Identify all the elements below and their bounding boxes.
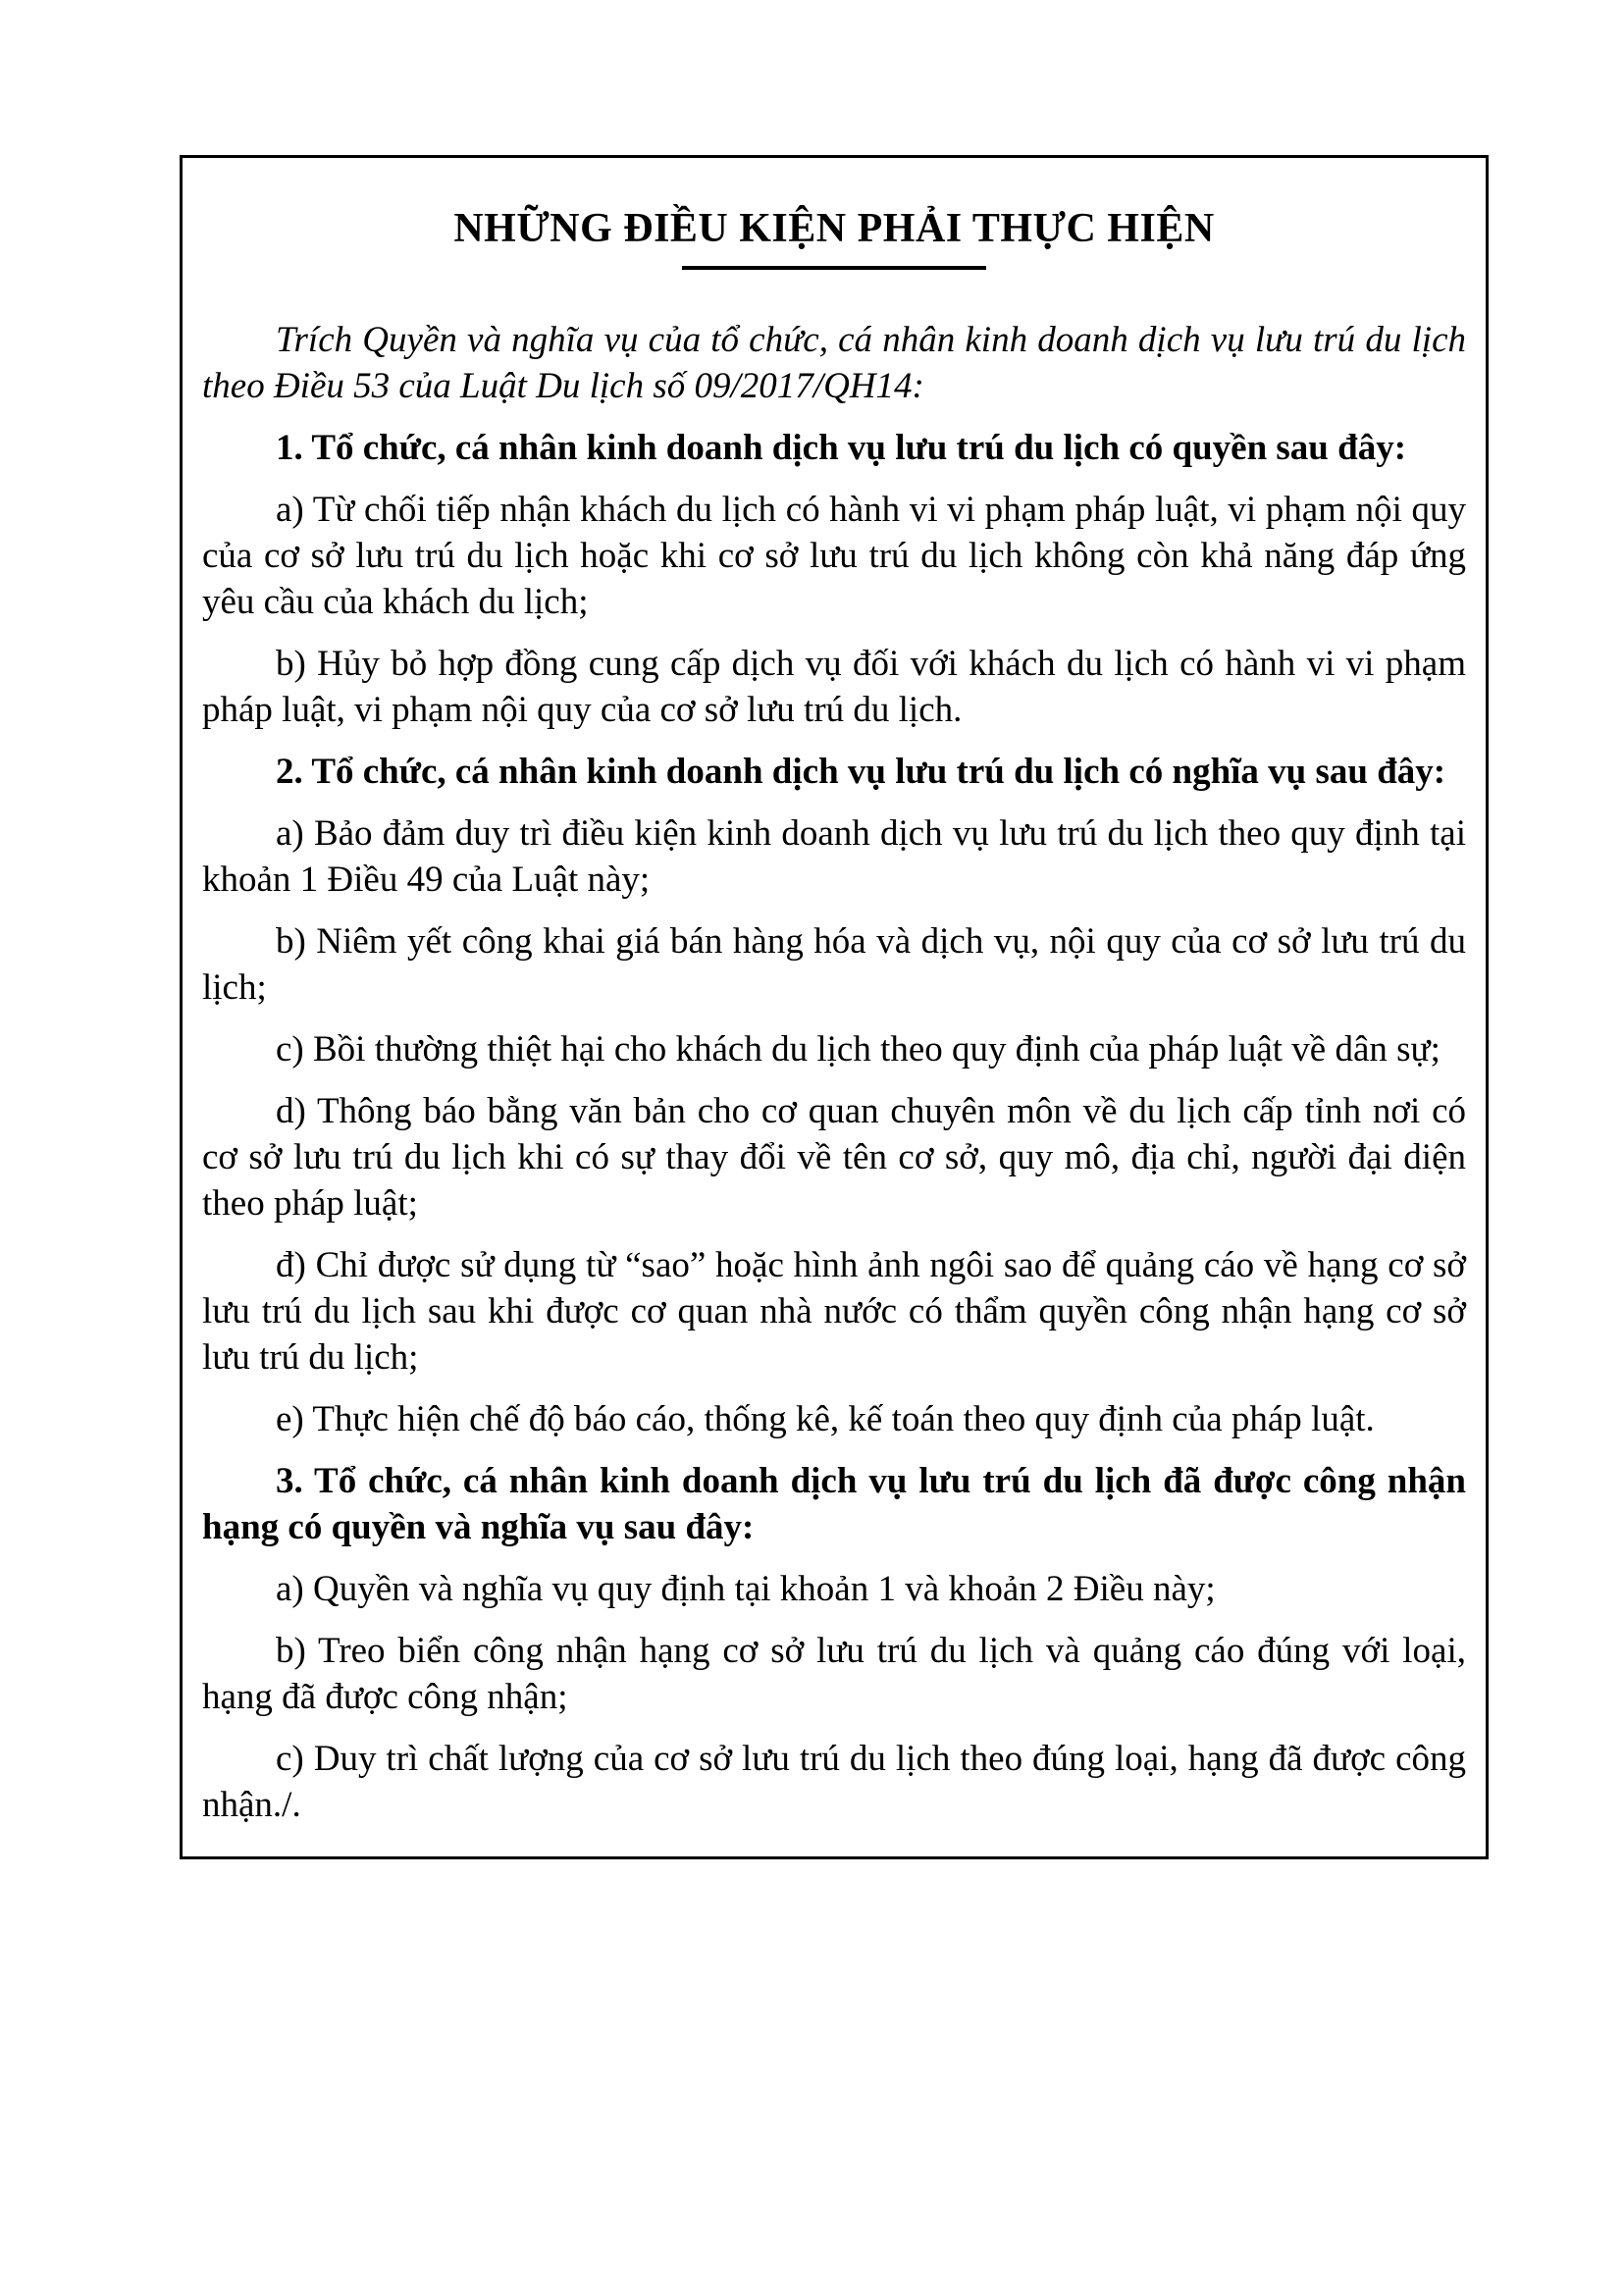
intro-paragraph: Trích Quyền và nghĩa vụ của tổ chức, cá nhân kinh doanh dịch vụ lưu trú du lịch theo Điều 53 của Luật Du lịch số 09/2017/QH14: xyxy=(202,320,1466,407)
section-2-item-dd: đ) Chỉ được sử dụng từ “sao” hoặc hình ảnh ngôi sao để quảng cáo về hạng cơ sở lưu trú du lịch sau khi được cơ quan nhà nước có thẩm quyền công nhận hạng cơ sở lưu trú du lịch; xyxy=(202,1245,1466,1379)
section-3-heading: 3. Tổ chức, cá nhân kinh doanh dịch vụ lưu trú du lịch đã được công nhận hạng có quyền và nghĩa vụ sau đây: xyxy=(202,1461,1466,1548)
section-3-item-b: b) Treo biển công nhận hạng cơ sở lưu trú du lịch và quảng cáo đúng với loại, hạng đã được công nhận; xyxy=(202,1631,1466,1718)
section-2-item-c: c) Bồi thường thiệt hại cho khách du lịch theo quy định của pháp luật về dân sự; xyxy=(276,1029,1441,1070)
section-2-heading: 2. Tổ chức, cá nhân kinh doanh dịch vụ lưu trú du lịch có nghĩa vụ sau đây: xyxy=(276,752,1446,793)
section-2-item-b: b) Niêm yết công khai giá bán hàng hóa và dịch vụ, nội quy của cơ sở lưu trú du lịch; xyxy=(202,921,1466,1009)
section-3-item-a: a) Quyền và nghĩa vụ quy định tại khoản 1 và khoản 2 Điều này; xyxy=(276,1569,1216,1610)
section-2-item-d: d) Thông báo bằng văn bản cho cơ quan chuyên môn về du lịch cấp tỉnh nơi có cơ sở lưu trú du lịch khi có sự thay đổi về tên cơ sở, quy mô, địa chỉ, người đại diện theo pháp luật; xyxy=(202,1091,1466,1225)
title-underline-rule xyxy=(682,266,986,270)
section-2-item-a: a) Bảo đảm duy trì điều kiện kinh doanh dịch vụ lưu trú du lịch theo quy định tại khoản 1 Điều 49 của Luật này; xyxy=(202,813,1466,901)
document-body xyxy=(202,317,1466,1828)
section-1-heading: 1. Tổ chức, cá nhân kinh doanh dịch vụ lưu trú du lịch có quyền sau đây: xyxy=(276,428,1407,469)
section-1-item-b: b) Hủy bỏ hợp đồng cung cấp dịch vụ đối với khách du lịch có hành vi vi phạm pháp luật, vi phạm nội quy của cơ sở lưu trú du lịch. xyxy=(202,644,1466,731)
document-title: NHỮNG ĐIỀU KIỆN PHẢI THỰC HIỆN xyxy=(453,206,1215,251)
document-border-box xyxy=(180,155,1489,1859)
section-2-item-e: e) Thực hiện chế độ báo cáo, thống kê, kế toán theo quy định của pháp luật. xyxy=(276,1399,1375,1440)
section-3-item-c: c) Duy trì chất lượng của cơ sở lưu trú du lịch theo đúng loại, hạng đã được công nhận./. xyxy=(202,1739,1466,1826)
section-1-item-a: a) Từ chối tiếp nhận khách du lịch có hành vi vi phạm pháp luật, vi phạm nội quy của cơ sở lưu trú du lịch hoặc khi cơ sở lưu trú du lịch không còn khả năng đáp ứng yêu cầu của khách du lịch; xyxy=(202,490,1466,623)
